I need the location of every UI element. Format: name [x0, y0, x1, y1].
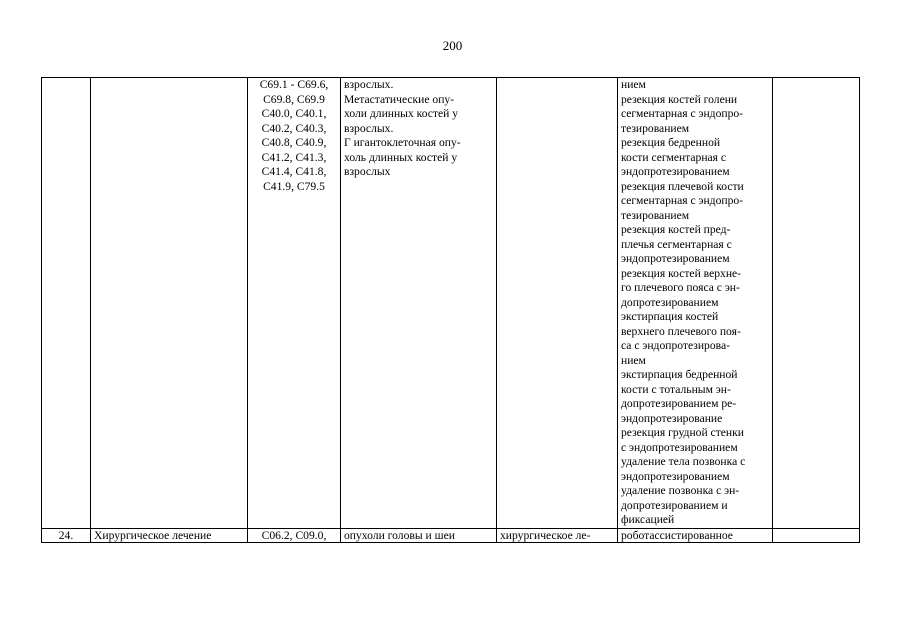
cell-icd-codes: C06.2, C09.0, [248, 528, 341, 542]
method-line: удаление позвонка с эн- [621, 484, 740, 497]
method-line: экстирпация бедренной [621, 368, 738, 381]
icd-code-line: C40.8, C40.9, [261, 136, 327, 149]
icd-code-line: C69.8, C69.9 [263, 92, 325, 106]
method-line: плечья сегментарная с [621, 237, 732, 251]
icd-code-line: C40.0, C40.1, [261, 107, 327, 120]
method-line: го плечевого пояса с эн- [621, 281, 740, 294]
method-line: эндопротезированием [621, 469, 730, 483]
method-line: эндопротезированием [621, 252, 730, 265]
model-line: холь длинных костей у [344, 150, 458, 164]
cell-treatment-method: роботассистированное [618, 528, 773, 542]
method-line: резекция бедренной [621, 136, 721, 149]
method-line: эндопротезированием [621, 165, 730, 178]
method-line: тезированием [621, 121, 690, 135]
icd-code-line: C41.4, C41.8, [261, 165, 327, 178]
model-line: холи длинных костей у [344, 107, 459, 120]
method-line: экстирпация костей [621, 310, 719, 323]
method-line: верхнего плечевого поя- [621, 324, 741, 338]
cell-number: 24. [42, 528, 91, 542]
page-number: 200 [442, 38, 463, 53]
cell-cost [773, 78, 860, 529]
method-line: с эндопротезированием [621, 440, 738, 454]
cell-treatment-methods [618, 78, 773, 529]
method-line: сегментарная с эндопро- [621, 194, 744, 207]
cell-name [91, 78, 248, 529]
method-line: удаление тела позвонка с [621, 455, 746, 468]
method-line: нием [621, 78, 646, 91]
cell-number [42, 78, 91, 529]
table-row-24 [42, 528, 860, 542]
medical-care-table [41, 77, 860, 543]
model-line: Г игантоклеточная опу- [344, 136, 461, 149]
method-line: сегментарная с эндопро- [621, 107, 744, 120]
icd-code-line: C41.9, C79.5 [263, 179, 325, 193]
table-row-continuation [42, 78, 860, 529]
cell-patient-model [341, 78, 497, 529]
method-line: резекция костей голени [621, 92, 738, 106]
model-line: взрослых [344, 165, 391, 178]
method-line: кости с тотальным эн- [621, 382, 731, 396]
model-line: Метастатические опу- [344, 92, 455, 106]
model-line: взрослых. [344, 78, 394, 91]
icd-code-line: C69.1 - C69.6, [259, 78, 329, 91]
method-line: резекция костей верхне- [621, 266, 742, 280]
method-line: допротезированием [621, 295, 719, 309]
icd-code-line: C40.2, C40.3, [261, 121, 327, 135]
method-line: эндопротезирование [621, 411, 723, 425]
method-line: допротезированием ре- [621, 397, 737, 410]
method-line: тезированием [621, 208, 690, 222]
method-line: са с эндопротезирова- [621, 339, 730, 352]
cell-patient-model: опухоли головы и шеи [341, 528, 497, 542]
icd-code-line: C41.2, C41.3, [261, 150, 327, 164]
method-line: резекция плечевой кости [621, 179, 744, 193]
method-line: резекция костей пред- [621, 223, 731, 236]
method-line: кости сегментарная с [621, 150, 727, 164]
method-line: нием [621, 353, 646, 367]
cell-treatment-type: хирургическое ле- [497, 528, 618, 542]
cell-treatment-type [497, 78, 618, 529]
method-line: резекция грудной стенки [621, 426, 744, 439]
model-line: взрослых. [344, 121, 394, 135]
method-line: фиксацией [621, 513, 675, 526]
method-line: допротезированием и [621, 498, 728, 512]
cell-icd-codes [248, 78, 341, 529]
cell-name: Хирургическое лечение [91, 528, 248, 542]
cell-cost [773, 528, 860, 542]
